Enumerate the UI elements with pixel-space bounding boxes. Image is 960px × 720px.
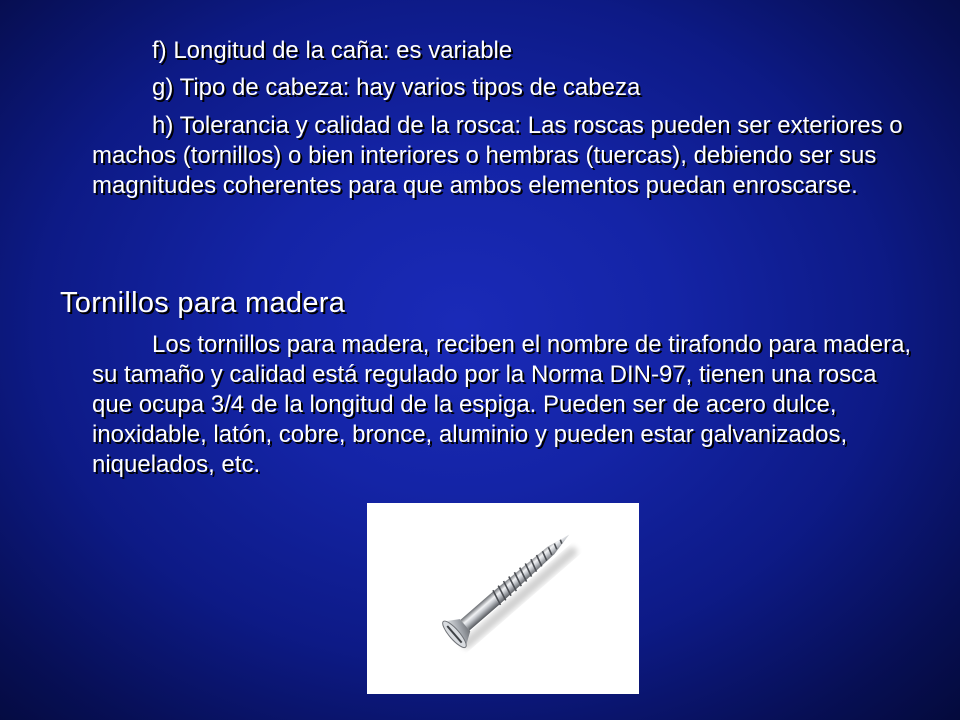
item-f-shank-length — [92, 36, 912, 66]
section-heading: Tornillos para madera — [60, 287, 346, 319]
item-g-head-type — [92, 73, 912, 103]
wood-screws-text: Los tornillos para madera, reciben el nombre de tirafondo para madera, su tamaño y calidad está regulado por la Norma DIN-97, tienen una rosca que ocupa 3/4 de la longitud de la espiga. Pueden ser de acero dulce, inoxidable, latón, cobre, bronce, aluminio y pueden estar galvanizados, niquelados, etc. — [92, 331, 912, 478]
screw-shadow — [460, 545, 580, 651]
wood-screw-illustration — [367, 503, 639, 694]
wood-screw-photo — [367, 503, 639, 694]
item-f-text: f) Longitud de la caña: es variable — [152, 37, 513, 64]
wood-screws-paragraph — [92, 330, 912, 480]
item-g-text: g) Tipo de cabeza: hay varios tipos de cabeza — [152, 74, 641, 101]
item-h-thread-tolerance — [92, 111, 912, 201]
item-h-text: h) Tolerancia y calidad de la rosca: Las roscas pueden ser exteriores o machos (tornillos) o bien interiores o hembras (tuercas), debiendo ser sus magnitudes coherentes para que ambos elementos puedan enroscarse. — [92, 112, 903, 199]
